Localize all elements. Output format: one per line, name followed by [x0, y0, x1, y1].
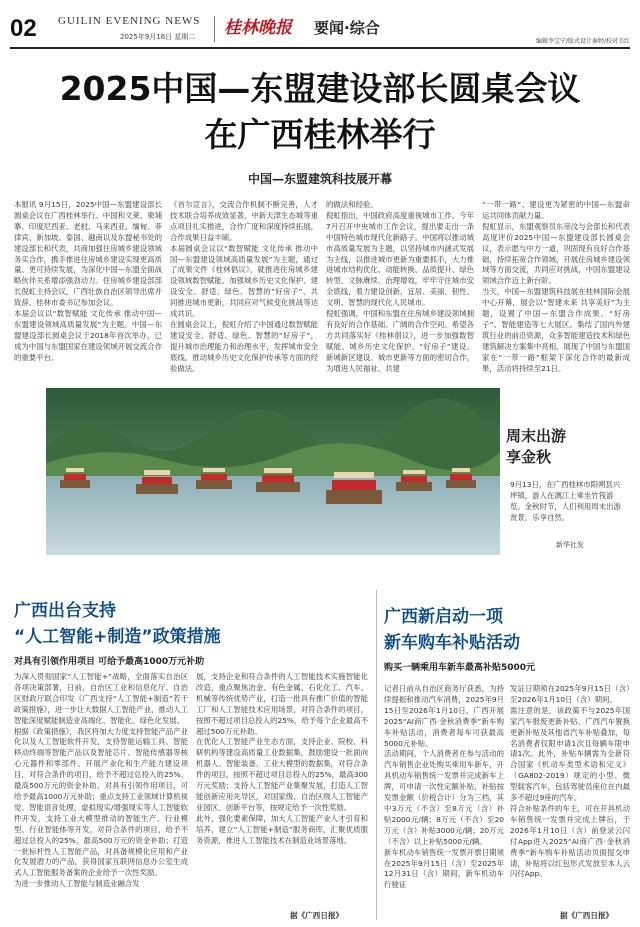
photo-credit: 新华社发	[556, 541, 584, 549]
ai-article-source: 据《广西日报》	[290, 911, 344, 920]
car-headline-line-2: 新车购车补贴活动	[384, 633, 520, 653]
ai-article-col-2: 展，支持企业和符合条件的人工智能技术实施智能化改造，重点聚焦冶金、有色金属、石化化工、汽车、机械等传统优势产业，打造一批具有推广价值的智能工厂和人工智能技术应用场景，对符合条件的项目，按照不超过项目总投入的25%，给予每个企业最高不超过500万元补助。 在优化人工智能产业生态方面，支持企业、院校、科研机构等建设高质量工业数据集，鼓励建设一批面向机器人、智能装备、工业大模型的数据集，对符合条件的项目，按照不超过项目总投入的25%，最高300万元奖励；支持人工智能产业集聚发展，打造人工智能创新应用先导区，对国家级、自治区级人工智能产业园区、创新平台等，按规定给予一次性奖励。 此外，强化要素保障，加大人工智能产业人才引育和培养，建立“人工智能+制造”服务商库，汇聚优质服务资源，推进人工智能技术在制造业场景落地。	[196, 672, 368, 845]
ai-article-col-1: 为深入贯彻国家“人工智能+”战略，全面落实自治区各项决策部署，日前，自治区工业和信息化厅、自治区财政厅联合印发《广西支持“人工智能+制造”若干政策措施》，进一步让大数据人工智能产业，推动人工智能深度赋能制造业高端化、智能化、绿色化发展。 根据《政策措施》，我区将加大力度支持智能产品产业化以及人工智能软件开发，支持智能运输工具、智能移动终端等智能产品以及智能芯片、智能传感器等核心元器件和零部件、开展产业化和生产能力建设项目，对符合条件的项目，给予不超过总投入的25%、最高500万元的资金补助。对具有引领作用项目，可给予最高1000万元补助；重点支持工业领域计算机视觉、智能语音处理、虚拟现实/增强现实等人工智能软件开发，支持工业大模型推动的智能生产、行业模型、行业智能体等开发，对符合条件的项目，给予不超过总投入的25%，最高500万元的资金补助；打造一批标杆性人工智能产品，对具备规模化应用和产业化发展潜力的产品，获得国家互联网信息办公室生成式人工智能服务备案的企业给予一次性奖励。 为进一步推动人工智能与制造业融合发	[14, 672, 188, 889]
editor-credits: 编辑李宝宁/版式设计秦婷/校对韦红	[535, 38, 630, 45]
ai-manufacturing-headline	[14, 598, 314, 650]
main-article-col-3: 的做法和经验。 倪虹指出，中国政府高度重视城市工作。今年7月召开中央城市工作会议，提出要走出一条中国特色城市现代化新路子。中国将以推动城市高质量发展为主题，以坚持城市内涵式发展为主线，以推进城市更新为重要抓手，大力推进城市结构优化、动能转换、品质提升、绿色转型、文脉赓续、治理增效，牢牢守住城市安全底线，着力建设创新、宜居、美丽、韧性、文明、智慧的现代化人民城市。 倪虹强调，中国和东盟在住房城乡建设领域拥有良好的合作基础、广阔的合作空间。希望各方共同落实好《桂林倡议》，进一步加强数智赋能、城乡历史文化保护、“好房子”建设、新城新区建设、城市更新等方面的密切合作，为增进人民福祉、共建	[326, 200, 474, 373]
masthead-rule	[10, 47, 630, 49]
newspaper-logo: 桂林晚报	[224, 18, 292, 38]
headline-line-2: 在广西桂林举行	[204, 115, 436, 154]
masthead	[10, 14, 630, 44]
photo-title-line-1: 周末出游	[506, 427, 567, 445]
car-subsidy-headline	[384, 604, 634, 656]
english-name: GUILIN EVENING NEWS	[58, 15, 201, 27]
headline-subtitle: 中国—东盟建筑科技展开幕	[247, 172, 392, 186]
photo-title-line-2: 享金秋	[506, 448, 552, 466]
main-article-col-1: 本报讯 9月15日，2025中国—东盟建设部长圆桌会议在广西桂林举行。中国和文莱、柬埔寨、印度尼西亚、老挝、马来西亚、缅甸、菲律宾、新加坡、泰国、越南以及东盟秘书处的建设部长和代表，共商加强住房城乡建设领域务实合作，携手推进住房城乡建设实现更高质量、更可持续发展，为深化中国—东盟全面战略伙伴关系增添强劲动力。住房城乡建设部部长倪虹主持会议，广西壮族自治区领导出席并致辞。桂林市委书记参加会议。 本届会议以“数智赋能 文化传承 推动中国—东盟建设领域高质量发展”为主题。中国—东盟建设部长圆桌会议于2018年首次举办，已成为中国与东盟国家在建设领域开展交流合作的重要平台。	[14, 200, 162, 362]
section-name: 要闻·综合	[314, 19, 380, 37]
river-raft-photo	[46, 388, 500, 555]
photo-feature-title	[506, 426, 626, 468]
headline-line-1: 2025中国—东盟建设部长圆桌会议	[59, 69, 581, 108]
ai-headline-line-1: 广西出台支持	[14, 601, 116, 621]
ai-manufacturing-subtitle: 对具有引领作用项目 可给予最高1000万元补助	[14, 657, 205, 667]
car-article-col-2: 发证日期须在2025年9月15日（含）至2026年1月10日（含）期间。 需注意的是，该政策不与2025年国家汽车报废更新补贴、广西汽车置换更新补贴及其他省汽车补贴叠加，每名消费者仅限申请1次且每辆车限申请1次。此外，补贴车辆需为全新符合国家《机动车类型术语和定义》（GA802-2019）规定的小型、微型载客汽车，包括驾驶员座位在内最多不超过9座的汽车。 符合补贴条件的车主，可在开具机动车销售统一发票并完成上牌后，于2026年1月10日（含）前登录云闪付App进入2025“AI商广西·金秋消费季”新车购车补贴活动页面提交申请，补贴将以红包形式发放至本人云闪付App。	[510, 684, 630, 879]
main-headline	[10, 66, 630, 158]
masthead-divider	[214, 16, 215, 42]
page-number: 02	[10, 15, 37, 42]
car-article-col-1: 记者日前从自治区商务厅获悉，为持续提振和推动汽车消费，2025年9月15日至2026年1月10日，广西开展2025“AI商广西·金秋消费季”新车购车补贴活动，消费者每车可获最高5000元补贴。 活动期间，个人消费者在参与活动的汽车销售企业处购买乘用车新车，开具机动车销售统一发票并完成新车上牌，可申请一次性定额补贴，补贴按发票金额（价税合计）分为三档，其中3万元（不含）至8万元（含）补贴2000元/辆；8万元（不含）至20万元（含）补贴3000元/辆；20万元（不含）以上补贴5000元/辆。 新车机动车销售统一发票开票日期须在2025年9月15日（含）至2025年12月31日（含）期间，新车机动车行驶证	[384, 684, 504, 890]
main-article-col-2: 《首尔宣言》，交流合作机制不断完善，人才技术联合培养成效显著，中新天津生态城等重点项目扎实推进，合作广度和深度持续拓展，合作成果日益丰硕。 本届圆桌会议以“数智赋能 文化传承 推动中国—东盟建设领域高质量发展”为主题，通过了成果文件《桂林倡议》，就推进住房城乡建设领域数智赋能、加强城乡历史文化保护、建设安全、舒适、绿色、智慧的“好房子”、共同推进城市更新，共同应对气候变化挑战等达成共识。 在圆桌会议上，倪虹介绍了中国通过数智赋能建设安全、舒适、绿色、智慧的“好房子”，提升城市治理能力和治理水平，发挥城市安全底线，推动城乡历史文化保护传承等方面的经验做法。	[170, 200, 318, 373]
main-article-col-4: “一带一路”、建设更为紧密的中国—东盟命运共同体贡献力量。 倪虹显示，东盟观察员东帝汶与会部长和代表高度评价2025中国—东盟建设部长圆桌会议，表示愿与中方一道，巩固现有良好合作基础，持续拓宽合作领域，开展住房城乡建设领域等方面交流，共同应对挑战，中国东盟建设领域合作迈上新台阶。 当天，中国—东盟建筑科技展在桂林国际会展中心开幕，展会以“智建未来 共享美好”为主题，设置了中国—东盟合作成果、“好房子”、智能建造等七大展区。集结了国内外建筑行业的前沿资源，众多智能建造技术和绿色建筑解决方案集中亮相，展现了中国与东盟国家在“一带一路”框架下深化合作的最新成果，活动将持续至21日。	[482, 200, 630, 373]
photo-caption: 9月13日，在广西桂林市阳朔县兴坪镇，游人在漓江上乘坐竹筏游览。金秋时节，人们利用周末出游赏景，乐享自然。	[510, 480, 621, 522]
column-divider	[376, 590, 377, 920]
ai-headline-line-2: “人工智能+制造”政策措施	[14, 627, 221, 647]
car-article-source: 据《广西日报》	[560, 911, 614, 920]
issue-date: 2025年9月16日 星期二	[120, 33, 196, 41]
car-subsidy-subtitle: 购买一辆乘用车新车最高补贴5000元	[384, 663, 536, 673]
car-headline-line-1: 广西新启动一项	[384, 607, 503, 627]
